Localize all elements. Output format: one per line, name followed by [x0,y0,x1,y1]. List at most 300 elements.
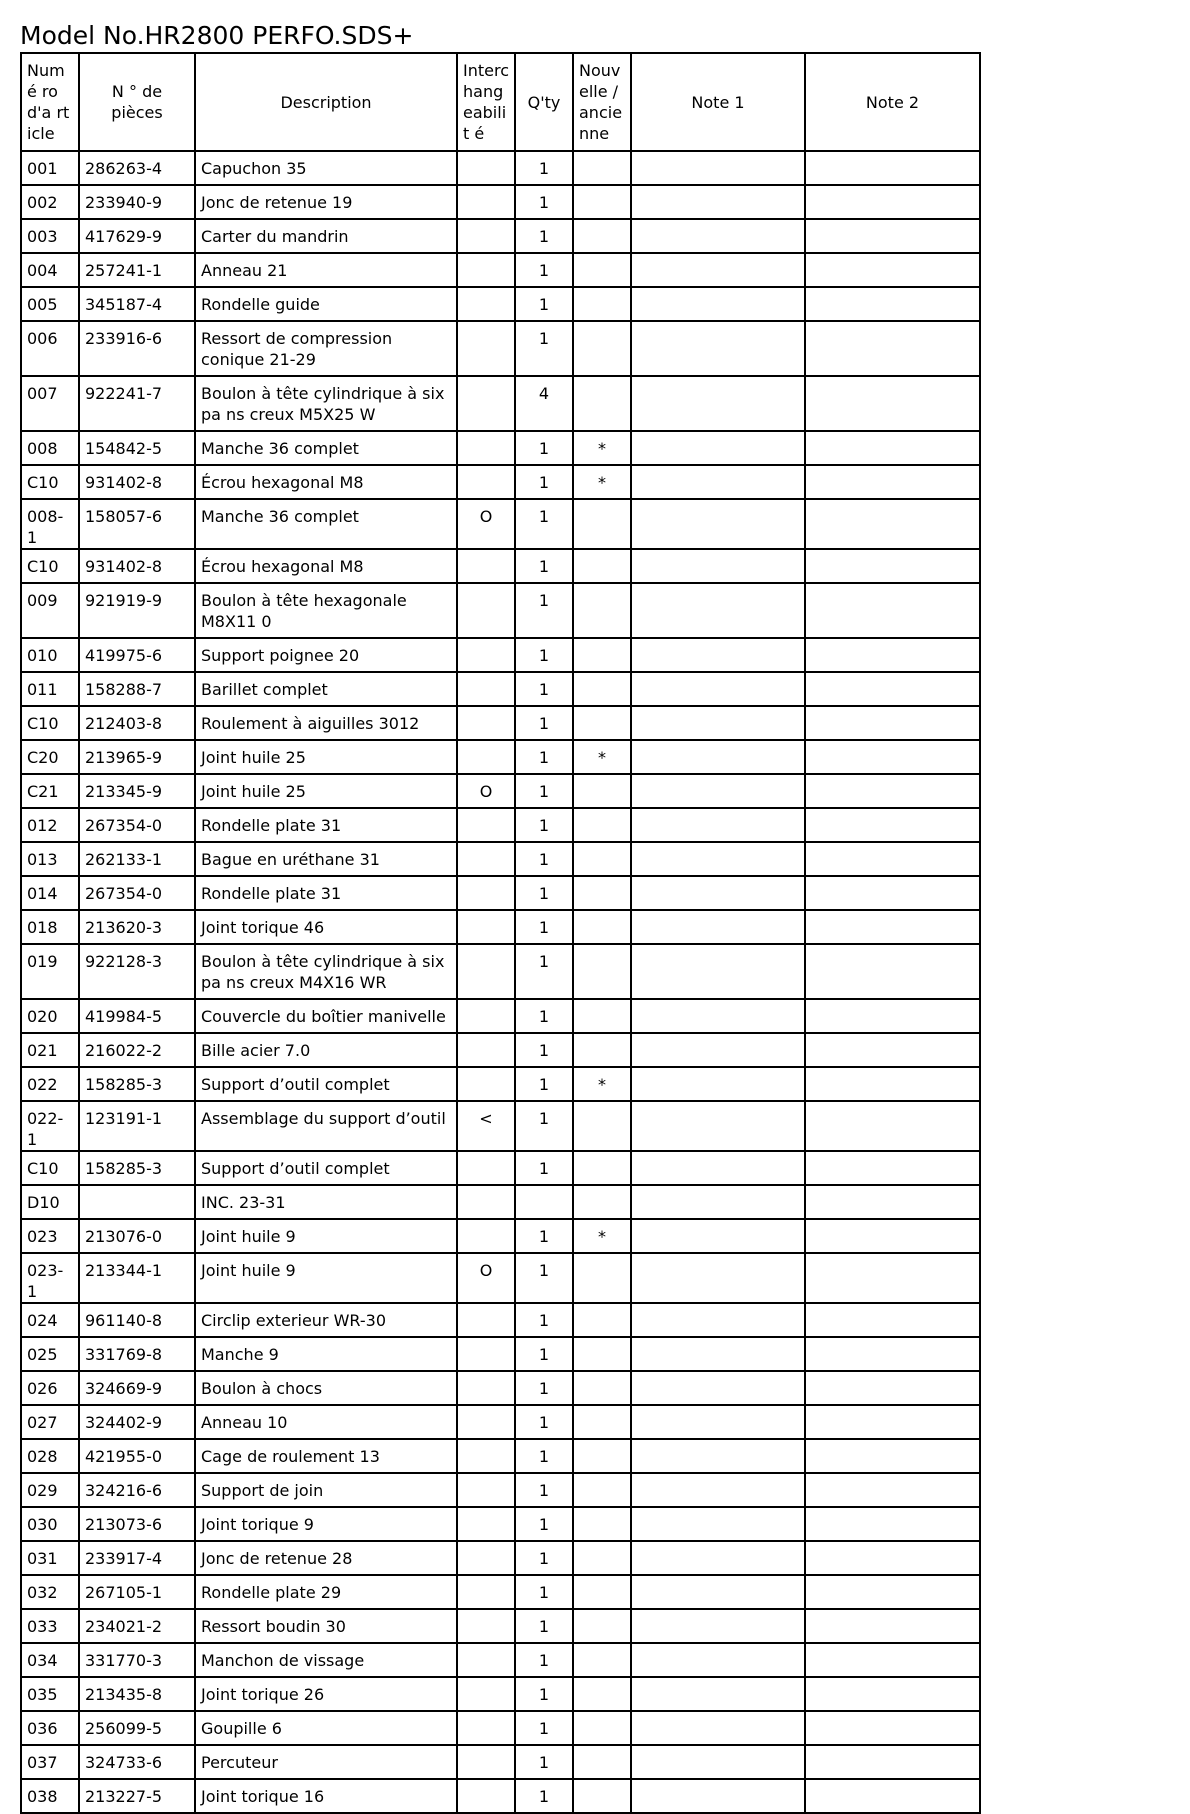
cell-interchangeability [457,1677,515,1711]
cell-description: Boulon à tête cylindrique à six pa ns creux M4X16 WR [195,944,457,999]
cell-description: Support de join [195,1473,457,1507]
cell-part-number: 213344-1 [79,1253,195,1303]
cell-note-2 [805,842,980,876]
cell-item-number: 035 [21,1677,79,1711]
cell-note-1 [631,549,805,583]
cell-description: Rondelle plate 31 [195,876,457,910]
cell-interchangeability [457,1337,515,1371]
table-row [21,706,980,740]
cell-quantity: 1 [515,1643,573,1677]
cell-note-2 [805,1643,980,1677]
cell-item-number: C20 [21,740,79,774]
cell-part-number: 262133-1 [79,842,195,876]
cell-part-number: 233940-9 [79,185,195,219]
cell-quantity: 1 [515,1745,573,1779]
cell-note-2 [805,1371,980,1405]
table-row [21,287,980,321]
cell-note-2 [805,219,980,253]
cell-interchangeability [457,1507,515,1541]
cell-note-2 [805,1033,980,1067]
cell-note-2 [805,151,980,185]
cell-note-1 [631,638,805,672]
cell-interchangeability [457,1371,515,1405]
cell-quantity: 1 [515,1067,573,1101]
cell-new-old [573,1779,631,1813]
cell-item-number: 008-1 [21,499,79,549]
cell-part-number: 158057-6 [79,499,195,549]
cell-description: Joint torique 46 [195,910,457,944]
cell-note-1 [631,1253,805,1303]
cell-part-number [79,1185,195,1219]
cell-note-1 [631,842,805,876]
cell-quantity: 1 [515,1779,573,1813]
cell-item-number: C10 [21,1151,79,1185]
cell-note-1 [631,465,805,499]
cell-note-1 [631,583,805,638]
cell-note-1 [631,253,805,287]
table-row [21,774,980,808]
cell-new-old [573,1507,631,1541]
cell-part-number: 931402-8 [79,465,195,499]
cell-description: INC. 23-31 [195,1185,457,1219]
cell-part-number: 158285-3 [79,1067,195,1101]
table-row [21,1101,980,1151]
cell-note-2 [805,638,980,672]
cell-quantity: 1 [515,549,573,583]
cell-item-number: 001 [21,151,79,185]
cell-item-number: 014 [21,876,79,910]
cell-quantity: 1 [515,1405,573,1439]
cell-interchangeability [457,583,515,638]
cell-part-number: 922128-3 [79,944,195,999]
cell-part-number: 931402-8 [79,549,195,583]
cell-part-number: 331769-8 [79,1337,195,1371]
cell-note-1 [631,1185,805,1219]
table-row [21,219,980,253]
cell-part-number: 921919-9 [79,583,195,638]
cell-quantity: 1 [515,583,573,638]
cell-part-number: 213620-3 [79,910,195,944]
cell-part-number: 324733-6 [79,1745,195,1779]
cell-note-2 [805,583,980,638]
cell-note-1 [631,672,805,706]
cell-interchangeability [457,431,515,465]
cell-item-number: 021 [21,1033,79,1067]
cell-part-number: 158288-7 [79,672,195,706]
cell-interchangeability [457,219,515,253]
cell-new-old [573,1473,631,1507]
cell-description: Rondelle guide [195,287,457,321]
cell-item-number: 008 [21,431,79,465]
cell-item-number: 022 [21,1067,79,1101]
cell-interchangeability [457,151,515,185]
cell-note-1 [631,431,805,465]
cell-new-old [573,774,631,808]
cell-quantity: 1 [515,808,573,842]
cell-note-2 [805,944,980,999]
header-note-2: Note 2 [805,53,980,151]
cell-new-old [573,672,631,706]
cell-description: Joint torique 9 [195,1507,457,1541]
table-row [21,1253,980,1303]
cell-item-number: 023 [21,1219,79,1253]
table-row [21,999,980,1033]
table-header-row [21,53,980,151]
cell-part-number: 922241-7 [79,376,195,431]
cell-new-old [573,185,631,219]
cell-note-1 [631,1473,805,1507]
cell-item-number: 029 [21,1473,79,1507]
cell-part-number: 286263-4 [79,151,195,185]
cell-description: Circlip exterieur WR-30 [195,1303,457,1337]
cell-quantity: 1 [515,1253,573,1303]
cell-item-number: 023-1 [21,1253,79,1303]
table-row [21,1337,980,1371]
cell-note-2 [805,1151,980,1185]
cell-note-1 [631,321,805,376]
cell-new-old [573,1745,631,1779]
cell-new-old [573,706,631,740]
cell-item-number: 011 [21,672,79,706]
cell-note-1 [631,1303,805,1337]
cell-part-number: 421955-0 [79,1439,195,1473]
cell-item-number: 007 [21,376,79,431]
cell-quantity: 1 [515,876,573,910]
cell-note-2 [805,431,980,465]
table-row [21,151,980,185]
cell-quantity: 1 [515,910,573,944]
cell-note-2 [805,1067,980,1101]
cell-interchangeability [457,1439,515,1473]
cell-quantity: 1 [515,1677,573,1711]
cell-part-number: 233917-4 [79,1541,195,1575]
cell-new-old [573,1405,631,1439]
cell-note-2 [805,672,980,706]
cell-quantity: 1 [515,1371,573,1405]
header-item-number: Numé ro d'a rticle [21,53,79,151]
cell-part-number: 213345-9 [79,774,195,808]
cell-note-1 [631,774,805,808]
cell-quantity: 1 [515,465,573,499]
cell-quantity: 1 [515,431,573,465]
table-row [21,1067,980,1101]
header-part-number: N ° de pièces [79,53,195,151]
cell-new-old [573,808,631,842]
cell-new-old: * [573,465,631,499]
cell-interchangeability [457,185,515,219]
cell-new-old [573,1711,631,1745]
cell-item-number: 027 [21,1405,79,1439]
cell-part-number: 257241-1 [79,253,195,287]
cell-description: Boulon à chocs [195,1371,457,1405]
cell-new-old [573,287,631,321]
cell-part-number: 158285-3 [79,1151,195,1185]
table-row [21,1541,980,1575]
cell-interchangeability [457,1779,515,1813]
cell-note-1 [631,185,805,219]
cell-part-number: 216022-2 [79,1033,195,1067]
cell-quantity: 1 [515,706,573,740]
cell-item-number: 019 [21,944,79,999]
cell-new-old: * [573,1067,631,1101]
cell-quantity: 1 [515,1507,573,1541]
cell-interchangeability [457,1151,515,1185]
cell-quantity: 1 [515,219,573,253]
cell-quantity: 1 [515,1439,573,1473]
cell-new-old: * [573,431,631,465]
table-row [21,1185,980,1219]
cell-quantity: 1 [515,287,573,321]
cell-interchangeability [457,253,515,287]
cell-new-old [573,1303,631,1337]
cell-item-number: 009 [21,583,79,638]
cell-note-2 [805,1303,980,1337]
table-row [21,842,980,876]
table-row [21,1609,980,1643]
cell-note-2 [805,1185,980,1219]
cell-note-2 [805,999,980,1033]
cell-description: Écrou hexagonal M8 [195,465,457,499]
cell-part-number: 212403-8 [79,706,195,740]
cell-note-1 [631,1101,805,1151]
cell-description: Couvercle du boîtier manivelle [195,999,457,1033]
cell-interchangeability [457,842,515,876]
cell-interchangeability [457,376,515,431]
cell-new-old [573,1609,631,1643]
table-row [21,1151,980,1185]
cell-part-number: 267354-0 [79,876,195,910]
table-row [21,549,980,583]
cell-description: Cage de roulement 13 [195,1439,457,1473]
cell-interchangeability [457,321,515,376]
cell-description: Boulon à tête cylindrique à six pa ns creux M5X25 W [195,376,457,431]
cell-description: Joint torique 16 [195,1779,457,1813]
cell-part-number: 213076-0 [79,1219,195,1253]
cell-note-2 [805,1405,980,1439]
cell-quantity: 1 [515,1711,573,1745]
table-row [21,583,980,638]
cell-interchangeability [457,808,515,842]
cell-part-number: 324216-6 [79,1473,195,1507]
cell-note-2 [805,1507,980,1541]
table-row [21,808,980,842]
cell-quantity: 1 [515,1337,573,1371]
cell-description: Support poignee 20 [195,638,457,672]
cell-new-old: * [573,740,631,774]
cell-part-number: 324402-9 [79,1405,195,1439]
cell-note-2 [805,465,980,499]
table-row [21,1643,980,1677]
cell-quantity: 1 [515,774,573,808]
table-row [21,321,980,376]
cell-description: Manche 36 complet [195,499,457,549]
cell-description: Jonc de retenue 19 [195,185,457,219]
cell-note-2 [805,1541,980,1575]
cell-item-number: 024 [21,1303,79,1337]
cell-part-number: 267105-1 [79,1575,195,1609]
cell-description: Manchon de vissage [195,1643,457,1677]
cell-new-old [573,1371,631,1405]
cell-quantity: 1 [515,1609,573,1643]
cell-note-2 [805,876,980,910]
table-row [21,1745,980,1779]
cell-note-1 [631,1745,805,1779]
cell-note-2 [805,1677,980,1711]
cell-new-old [573,944,631,999]
cell-interchangeability [457,876,515,910]
cell-note-1 [631,151,805,185]
cell-note-1 [631,499,805,549]
cell-description: Manche 36 complet [195,431,457,465]
cell-description: Goupille 6 [195,1711,457,1745]
cell-quantity: 1 [515,185,573,219]
cell-part-number: 213435-8 [79,1677,195,1711]
cell-quantity: 4 [515,376,573,431]
header-quantity: Q'ty [515,53,573,151]
cell-note-2 [805,1711,980,1745]
cell-interchangeability [457,549,515,583]
cell-note-1 [631,1643,805,1677]
cell-note-2 [805,1609,980,1643]
cell-item-number: 002 [21,185,79,219]
cell-note-1 [631,1439,805,1473]
cell-note-2 [805,321,980,376]
cell-item-number: 004 [21,253,79,287]
cell-note-2 [805,287,980,321]
cell-interchangeability [457,1711,515,1745]
cell-new-old [573,549,631,583]
cell-note-1 [631,910,805,944]
cell-part-number: 419975-6 [79,638,195,672]
header-note-1: Note 1 [631,53,805,151]
cell-note-1 [631,1151,805,1185]
table-row [21,1405,980,1439]
cell-new-old [573,1677,631,1711]
cell-part-number: 961140-8 [79,1303,195,1337]
cell-item-number: 036 [21,1711,79,1745]
table-row [21,1371,980,1405]
table-row [21,465,980,499]
cell-note-1 [631,1219,805,1253]
cell-note-1 [631,876,805,910]
cell-description: Joint huile 9 [195,1253,457,1303]
cell-new-old [573,999,631,1033]
cell-interchangeability [457,944,515,999]
cell-part-number: 324669-9 [79,1371,195,1405]
header-description: Description [195,53,457,151]
cell-quantity: 1 [515,1101,573,1151]
table-row [21,944,980,999]
cell-note-2 [805,1253,980,1303]
cell-note-1 [631,1541,805,1575]
cell-interchangeability [457,287,515,321]
table-row [21,1033,980,1067]
cell-note-2 [805,808,980,842]
cell-description: Jonc de retenue 28 [195,1541,457,1575]
cell-item-number: 031 [21,1541,79,1575]
cell-interchangeability [457,999,515,1033]
table-row [21,1711,980,1745]
cell-part-number: 234021-2 [79,1609,195,1643]
cell-quantity: 1 [515,1151,573,1185]
cell-item-number: 003 [21,219,79,253]
cell-new-old [573,253,631,287]
cell-quantity: 1 [515,1033,573,1067]
table-row [21,499,980,549]
cell-note-2 [805,910,980,944]
cell-item-number: 032 [21,1575,79,1609]
parts-table-body [21,151,980,1813]
cell-new-old [573,1643,631,1677]
cell-description: Carter du mandrin [195,219,457,253]
table-row [21,1575,980,1609]
cell-part-number: 213227-5 [79,1779,195,1813]
cell-interchangeability [457,638,515,672]
cell-item-number: 020 [21,999,79,1033]
cell-description: Bague en uréthane 31 [195,842,457,876]
cell-new-old [573,876,631,910]
cell-description: Ressort boudin 30 [195,1609,457,1643]
cell-new-old [573,1439,631,1473]
header-interchangeability: Interc hang eabilit é [457,53,515,151]
cell-description: Anneau 10 [195,1405,457,1439]
cell-item-number: 037 [21,1745,79,1779]
cell-part-number: 154842-5 [79,431,195,465]
cell-item-number: 010 [21,638,79,672]
cell-item-number: 033 [21,1609,79,1643]
cell-quantity: 1 [515,1303,573,1337]
cell-quantity [515,1185,573,1219]
cell-new-old [573,1253,631,1303]
cell-quantity: 1 [515,1541,573,1575]
cell-note-1 [631,1337,805,1371]
cell-note-2 [805,1101,980,1151]
cell-description: Assemblage du support d’outil [195,1101,457,1151]
cell-interchangeability [457,1541,515,1575]
table-row [21,1219,980,1253]
cell-description: Joint huile 25 [195,740,457,774]
cell-interchangeability [457,672,515,706]
cell-note-1 [631,1677,805,1711]
cell-item-number: 034 [21,1643,79,1677]
cell-item-number: 025 [21,1337,79,1371]
cell-description: Joint huile 9 [195,1219,457,1253]
cell-description: Support d’outil complet [195,1067,457,1101]
cell-interchangeability [457,1067,515,1101]
cell-item-number: 028 [21,1439,79,1473]
cell-new-old [573,1151,631,1185]
cell-note-1 [631,944,805,999]
cell-interchangeability: O [457,774,515,808]
cell-interchangeability [457,1575,515,1609]
cell-new-old [573,1185,631,1219]
cell-item-number: 026 [21,1371,79,1405]
cell-note-2 [805,1439,980,1473]
cell-note-1 [631,999,805,1033]
cell-item-number: 012 [21,808,79,842]
table-row [21,1439,980,1473]
cell-quantity: 1 [515,842,573,876]
cell-interchangeability [457,1033,515,1067]
cell-note-2 [805,185,980,219]
cell-note-2 [805,774,980,808]
cell-note-2 [805,740,980,774]
table-row [21,1507,980,1541]
cell-item-number: D10 [21,1185,79,1219]
cell-note-1 [631,1033,805,1067]
cell-quantity: 1 [515,638,573,672]
cell-note-1 [631,287,805,321]
